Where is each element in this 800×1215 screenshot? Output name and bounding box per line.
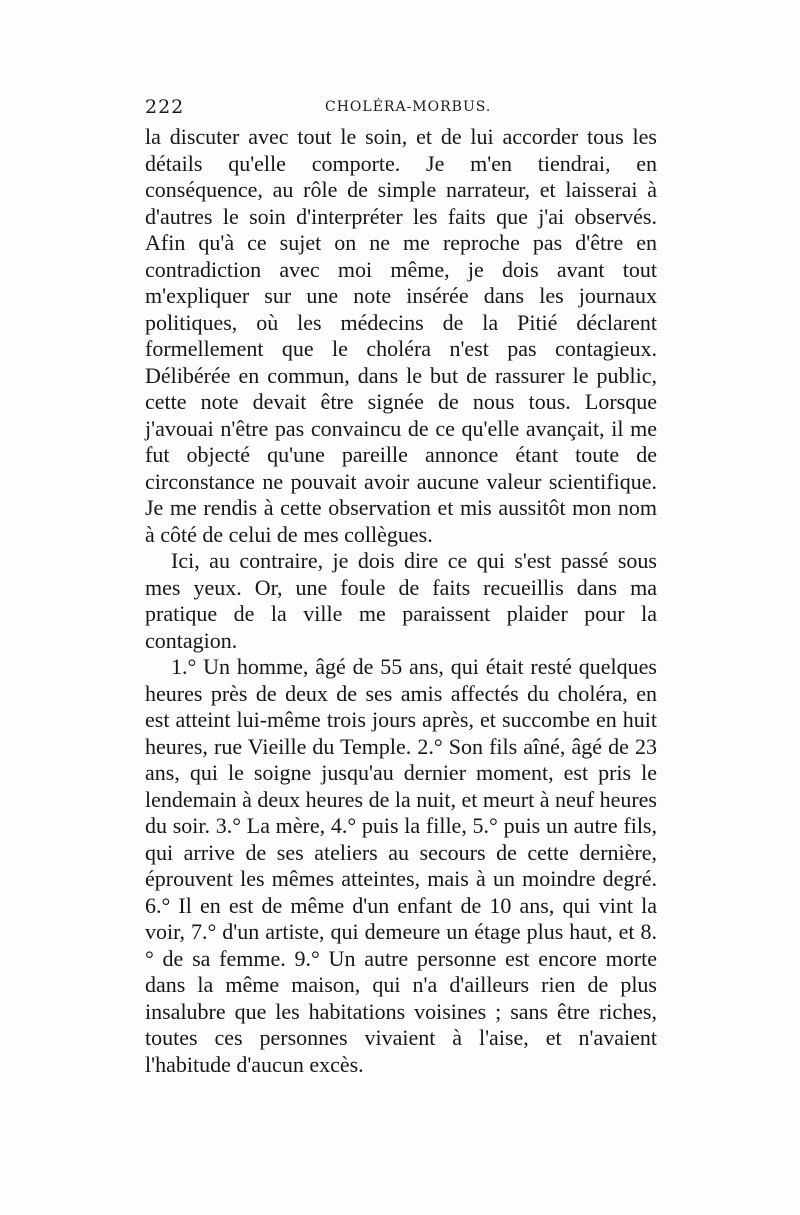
page-number: 222 (145, 96, 185, 118)
paragraph-contagion: Ici, au contraire, je dois dire ce qui s'est passé sous mes yeux. Or, une foule de faits recueillis dans ma pratique de la ville me paraissent plaider pour la contagion. (145, 548, 657, 653)
paragraph-continuation: la discuter avec tout le soin, et de lui accorder tous les détails qu'elle comporte. Je m'en tiendrai, en conséquence, au rôle de simple narrateur, et laisserai à d'autres le soin d'interpréter les faits que j'ai observés. Afin qu'à ce sujet on ne me reproche pas d'être en contradiction avec moi même, je dois avant tout m'expliquer sur une note insérée dans les journaux politiques, où les médecins de la Pitié déclarent formellement que le choléra n'est pas contagieux. Délibérée en commun, dans le but de rassurer le public, cette note devait être signée de nous tous. Lorsque j'avouai n'être pas convaincu de ce qu'elle avançait, il me fut objecté qu'une pareille annonce étant toute de circonstance ne pouvait avoir aucune valeur scientifique. Je me rendis à cette observation et mis aussitôt mon nom à côté de celui de mes collègues. (145, 124, 657, 547)
running-head (145, 96, 665, 124)
paragraph-case-list: 1.° Un homme, âgé de 55 ans, qui était resté quelques heures près de deux de ses amis affectés du choléra, en est atteint lui-même trois jours après, et succombe en huit heures, rue Vieille du Temple. 2.° Son fils aîné, âgé de 23 ans, qui le soigne jusqu'au dernier moment, est pris le lendemain à deux heures de la nuit, et meurt à neuf heures du soir. 3.° La mère, 4.° puis la fille, 5.° puis un autre fils, qui arrive de ses ateliers au secours de cette dernière, éprouvent les mêmes atteintes, mais à un moindre degré. 6.° Il en est de même d'un enfant de 10 ans, qui vint la voir, 7.° d'un artiste, qui demeure un étage plus haut, et 8.° de sa femme. 9.° Un autre personne est encore morte dans la même maison, qui n'a d'ailleurs rien de plus insalubre que les habitations voisines ; sans être riches, toutes ces personnes vivaient à l'aise, et n'avaient l'habitude d'aucun excès. (145, 654, 657, 1077)
running-title: CHOLÉRA-MORBUS. (325, 99, 492, 115)
body-text (145, 124, 657, 1078)
